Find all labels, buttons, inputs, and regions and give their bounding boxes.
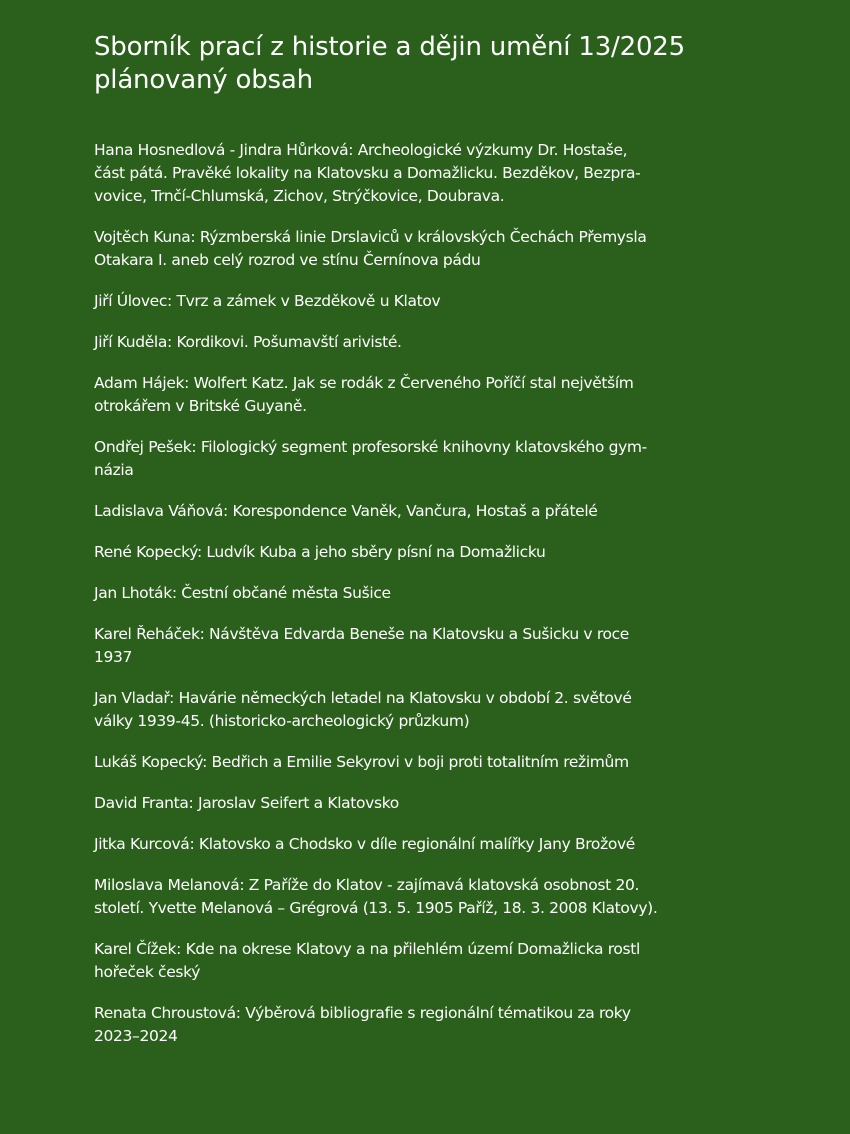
page-title-line: Sborník prací z historie a dějin umění 13/2025 xyxy=(94,32,685,62)
entry-line: Jan Vladař: Havárie německých letadel na Klatovsku v období 2. světové xyxy=(94,689,632,707)
entry-line: Jiří Kuděla: Kordikovi. Pošumavští arivisté. xyxy=(94,333,402,351)
entry-line: David Franta: Jaroslav Seifert a Klatovsko xyxy=(94,794,399,812)
entry-line: 1937 xyxy=(94,648,133,666)
contents-entry xyxy=(94,290,760,313)
entry-line: 2023–2024 xyxy=(94,1027,178,1045)
entry-line: Otakara I. aneb celý rozrod ve stínu Černínova pádu xyxy=(94,251,481,269)
contents-entry xyxy=(94,139,760,208)
contents-entry xyxy=(94,582,760,605)
entry-line: století. Yvette Melanová – Grégrová (13. 5. 1905 Paříž, 18. 3. 2008 Klatovy). xyxy=(94,899,658,917)
entry-line: Jiří Úlovec: Tvrz a zámek v Bezděkově u Klatov xyxy=(94,292,441,310)
entry-line: Ladislava Váňová: Korespondence Vaněk, Vančura, Hostaš a přátelé xyxy=(94,502,598,520)
entry-line: Ondřej Pešek: Filologický segment profesorské knihovny klatovského gym- xyxy=(94,438,647,456)
contents-entry xyxy=(94,372,760,418)
contents-entry xyxy=(94,874,760,920)
entry-line: Vojtěch Kuna: Rýzmberská linie Drslaviců v královských Čechách Přemysla xyxy=(94,228,647,246)
entry-line: Miloslava Melanová: Z Paříže do Klatov - zajímavá klatovská osobnost 20. xyxy=(94,876,640,894)
entry-line: Hana Hosnedlová - Jindra Hůrková: Archeologické výzkumy Dr. Hostaše, xyxy=(94,141,628,159)
contents-entry xyxy=(94,331,760,354)
entry-line: část pátá. Pravěké lokality na Klatovsku a Domažlicku. Bezděkov, Bezpra- xyxy=(94,164,641,182)
entry-line: Lukáš Kopecký: Bedřich a Emilie Sekyrovi v boji proti totalitním režimům xyxy=(94,753,629,771)
page-title xyxy=(94,31,760,97)
contents-entry xyxy=(94,1002,760,1048)
contents-entry xyxy=(94,792,760,815)
entry-line: vovice, Trnčí-Chlumská, Zichov, Strýčkovice, Doubrava. xyxy=(94,187,505,205)
entry-line: války 1939-45. (historicko-archeologický průzkum) xyxy=(94,712,470,730)
contents-list xyxy=(94,139,760,1048)
contents-entry xyxy=(94,226,760,272)
contents-entry xyxy=(94,751,760,774)
entry-line: hořeček český xyxy=(94,963,201,981)
entry-line: otrokářem v Britské Guyaně. xyxy=(94,397,307,415)
contents-entry xyxy=(94,541,760,564)
contents-entry xyxy=(94,938,760,984)
entry-line: názia xyxy=(94,461,134,479)
entry-line: Karel Čížek: Kde na okrese Klatovy a na přilehlém území Domažlicka rostl xyxy=(94,940,640,958)
contents-entry xyxy=(94,687,760,733)
entry-line: René Kopecký: Ludvík Kuba a jeho sběry písní na Domažlicku xyxy=(94,543,546,561)
contents-entry xyxy=(94,623,760,669)
contents-entry xyxy=(94,500,760,523)
page-subtitle-line: plánovaný obsah xyxy=(94,65,313,95)
contents-entry xyxy=(94,833,760,856)
contents-entry xyxy=(94,436,760,482)
entry-line: Jan Lhoták: Čestní občané města Sušice xyxy=(94,584,391,602)
entry-line: Adam Hájek: Wolfert Katz. Jak se rodák z Červeného Poříčí stal největším xyxy=(94,374,634,392)
entry-line: Karel Řeháček: Návštěva Edvarda Beneše na Klatovsku a Sušicku v roce xyxy=(94,625,629,643)
entry-line: Renata Chroustová: Výběrová bibliografie s regionální tématikou za roky xyxy=(94,1004,631,1022)
entry-line: Jitka Kurcová: Klatovsko a Chodsko v díle regionální malířky Jany Brožové xyxy=(94,835,635,853)
